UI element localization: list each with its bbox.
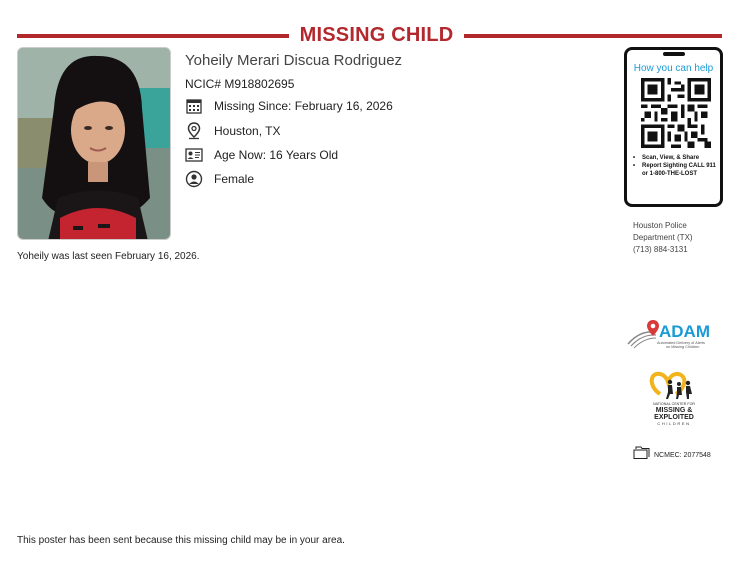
age-now: Age Now: 16 Years Old: [214, 148, 339, 162]
poster-title: MISSING CHILD: [299, 24, 454, 46]
agency-phone[interactable]: (713) 884-3131: [633, 245, 688, 254]
help-bullet: • Scan, View, & Share: [633, 154, 716, 162]
last-seen-text: Yoheily was last seen February 16, 2026.: [17, 251, 200, 262]
missing-since: Missing Since: February 16, 2026: [214, 99, 393, 113]
agency-contact: [633, 220, 693, 256]
help-card: [624, 47, 723, 207]
ncmec-line3: EXPLOITED: [654, 414, 694, 421]
qr-code[interactable]: [641, 78, 711, 148]
location-row: [185, 121, 280, 141]
help-bullets: [633, 154, 716, 178]
ncmec-line1: NATIONAL CENTER FOR: [653, 402, 695, 406]
adam-tagline-1: Automated Delivery of Alerts: [657, 341, 705, 345]
phone-notch: [663, 52, 685, 56]
folder-icon: [633, 446, 650, 464]
ncmec-logo: [646, 368, 702, 428]
child-photo: [17, 47, 171, 240]
ncmec-line4: CHILDREN: [657, 421, 691, 426]
footer-notice: This poster has been sent because this missing child may be in your area.: [17, 535, 345, 546]
calendar-icon: [185, 97, 203, 115]
header-rule-right: [464, 34, 722, 38]
ncmec-id: NCMEC: 2077548: [654, 451, 711, 459]
help-bullet: • Report Sighting CALL 911 or 1-800-THE-LOST: [633, 162, 716, 178]
age-row: [185, 145, 338, 165]
map-pin-icon: [185, 122, 203, 140]
adam-tagline-2: on Missing Children: [666, 345, 700, 349]
ncmec-id-row: [633, 446, 711, 464]
adam-wordmark: ADAM: [659, 322, 710, 341]
header-rule-left: [17, 34, 289, 38]
adam-logo: [626, 318, 718, 356]
agency-name-line2: Department (TX): [633, 233, 693, 242]
missing-since-row: [185, 96, 393, 116]
help-title: How you can help: [633, 63, 714, 74]
agency-name-line1: Houston Police: [633, 221, 687, 230]
ncmec-line2: MISSING &: [655, 407, 693, 414]
location: Houston, TX: [214, 124, 281, 138]
child-name: Yoheily Merari Discua Rodriguez: [185, 52, 403, 69]
person-icon: [185, 170, 203, 188]
sex-row: [185, 169, 254, 189]
sex: Female: [214, 172, 255, 186]
id-card-icon: [185, 146, 203, 164]
ncic-number: NCIC# M918802695: [185, 77, 295, 91]
